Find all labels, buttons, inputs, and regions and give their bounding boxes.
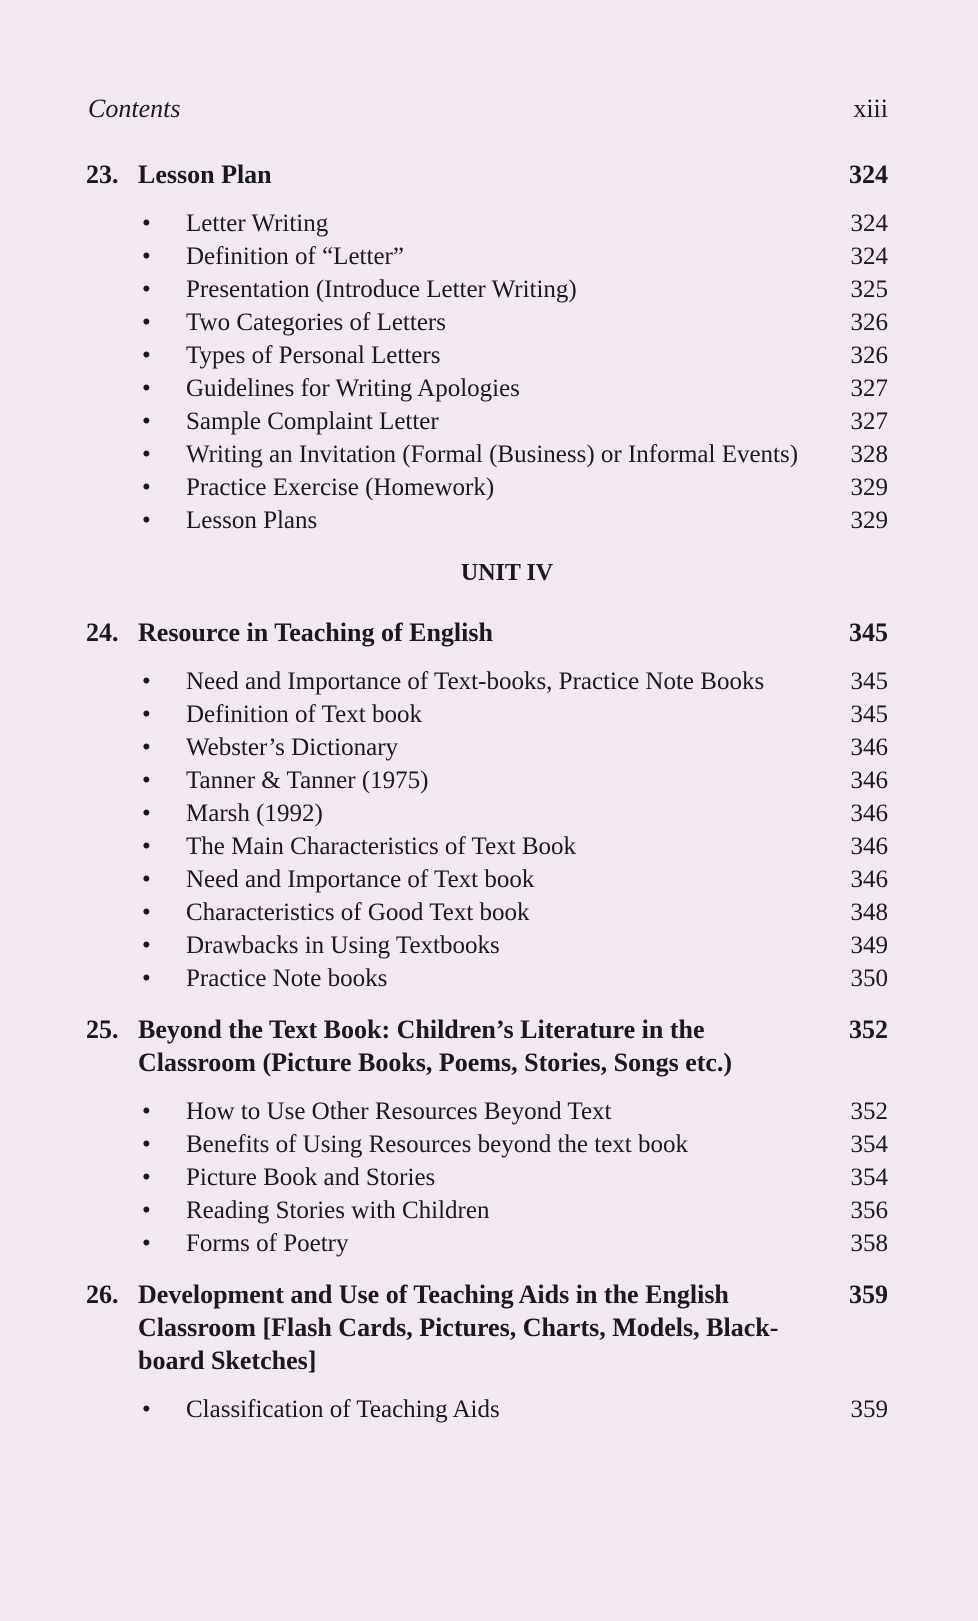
entry-page: 346 [850,833,888,860]
entry-title: Marsh (1992) [186,800,323,827]
entry-title: Need and Importance of Text book [186,866,535,893]
toc-entry[interactable] [86,896,888,929]
chapter-title: Resource in Teaching of English [138,618,493,647]
toc-entry[interactable] [86,797,888,830]
toc-entry[interactable] [86,962,888,995]
entry-title: Practice Note books [186,965,388,992]
toc-entry[interactable] [86,1128,888,1161]
chapter-number: 25. [86,1015,119,1044]
entry-title: Definition of “Letter” [186,243,404,270]
chapter-title: Development and Use of Teaching Aids in the English Classroom [Flash Cards, Pictures, Charts, Models, Black-board Sketches] [138,1280,779,1375]
bullet-icon: • [142,210,151,237]
bullet-icon: • [142,899,151,926]
running-head-title: Contents [88,94,181,123]
bullet-icon: • [142,1098,151,1125]
entry-title: Drawbacks in Using Textbooks [186,932,500,959]
chapter-23-heading[interactable] [86,158,888,191]
bullet-icon: • [142,1197,151,1224]
toc-entry[interactable] [86,504,888,537]
entry-page: 356 [850,1197,888,1224]
toc-entry[interactable] [86,405,888,438]
entry-title: Tanner & Tanner (1975) [186,767,429,794]
bullet-icon: • [142,1396,151,1423]
entry-page: 346 [850,734,888,761]
bullet-icon: • [142,701,151,728]
toc-entry[interactable] [86,698,888,731]
bullet-icon: • [142,1164,151,1191]
toc-entry[interactable] [86,1194,888,1227]
chapter-page: 324 [849,160,888,189]
toc-entry[interactable] [86,830,888,863]
entry-page: 328 [850,441,888,468]
bullet-icon: • [142,1230,151,1257]
entry-title: Picture Book and Stories [186,1164,436,1191]
entry-title: Letter Writing [186,210,329,237]
chapter-26-topics [86,1393,888,1426]
entry-title: Characteristics of Good Text book [186,899,530,926]
toc-entry[interactable] [86,764,888,797]
chapter-number: 24. [86,618,119,647]
entry-page: 329 [850,474,888,501]
entry-page: 327 [850,375,888,402]
bullet-icon: • [142,734,151,761]
entry-page: 354 [850,1131,888,1158]
bullet-icon: • [142,932,151,959]
entry-title: Definition of Text book [186,701,422,728]
toc-entry[interactable] [86,1161,888,1194]
entry-title: Need and Importance of Text-books, Practice Note Books [186,668,765,695]
entry-title: Practice Exercise (Homework) [186,474,495,501]
toc-entry[interactable] [86,471,888,504]
toc-entry[interactable] [86,339,888,372]
entry-page: 346 [850,767,888,794]
entry-page: 354 [850,1164,888,1191]
entry-page: 358 [850,1230,888,1257]
entry-page: 324 [850,243,888,270]
entry-page: 329 [850,507,888,534]
bullet-icon: • [142,965,151,992]
toc-entry[interactable] [86,273,888,306]
bullet-icon: • [142,507,151,534]
entry-title: Sample Complaint Letter [186,408,439,435]
bullet-icon: • [142,276,151,303]
entry-page: 352 [850,1098,888,1125]
entry-title: The Main Characteristics of Text Book [186,833,577,860]
chapter-page: 359 [849,1280,888,1309]
bullet-icon: • [142,668,151,695]
running-head [88,94,888,130]
entry-title: Forms of Poetry [186,1230,349,1257]
bullet-icon: • [142,375,151,402]
unit-heading: UNIT IV [460,560,554,586]
toc-entry[interactable] [86,665,888,698]
chapter-24-topics [86,665,888,995]
bullet-icon: • [142,800,151,827]
toc-entry[interactable] [86,731,888,764]
chapter-number: 23. [86,160,119,189]
entry-title: Classification of Teaching Aids [186,1396,500,1423]
chapter-title: Beyond the Text Book: Children’s Literature in the Classroom (Picture Books, Poems, Stories, Songs etc.) [138,1015,733,1077]
entry-page: 345 [850,701,888,728]
entry-title: Types of Personal Letters [186,342,441,369]
toc-entry[interactable] [86,438,888,471]
chapter-title: Lesson Plan [138,160,272,189]
entry-page: 325 [850,276,888,303]
entry-page: 349 [850,932,888,959]
chapter-24-heading[interactable] [86,616,888,649]
chapter-26-heading[interactable] [86,1278,888,1377]
entry-page: 346 [850,866,888,893]
toc-entry[interactable] [86,1393,888,1426]
entry-page: 359 [850,1396,888,1423]
page-folio: xiii [853,94,888,123]
toc-entry[interactable] [86,240,888,273]
chapter-page: 352 [849,1015,888,1044]
bullet-icon: • [142,243,151,270]
toc-entry[interactable] [86,306,888,339]
entry-title: Guidelines for Writing Apologies [186,375,520,402]
entry-title: Presentation (Introduce Letter Writing) [186,276,577,303]
chapter-page: 345 [849,618,888,647]
chapter-25-topics [86,1095,888,1260]
entry-title: Lesson Plans [186,507,318,534]
bullet-icon: • [142,767,151,794]
chapter-number: 26. [86,1280,119,1309]
entry-page: 348 [850,899,888,926]
entry-page: 324 [850,210,888,237]
toc-entry[interactable] [86,1227,888,1260]
entry-page: 350 [850,965,888,992]
entry-title: How to Use Other Resources Beyond Text [186,1098,612,1125]
toc-entry[interactable] [86,207,888,240]
table-of-contents [86,158,888,1426]
toc-entry[interactable] [86,372,888,405]
bullet-icon: • [142,833,151,860]
bullet-icon: • [142,309,151,336]
chapter-23-topics [86,207,888,537]
chapter-25-heading[interactable] [86,1013,888,1079]
toc-entry[interactable] [86,1095,888,1128]
entry-title: Reading Stories with Children [186,1197,490,1224]
bullet-icon: • [142,474,151,501]
entry-page: 326 [850,309,888,336]
entry-title: Two Categories of Letters [186,309,446,336]
entry-page: 345 [850,668,888,695]
bullet-icon: • [142,342,151,369]
entry-page: 327 [850,408,888,435]
entry-page: 346 [850,800,888,827]
toc-entry[interactable] [86,863,888,896]
entry-title: Benefits of Using Resources beyond the text book [186,1131,688,1158]
bullet-icon: • [142,441,151,468]
entry-title: Writing an Invitation (Formal (Business) or Informal Events) [186,441,799,468]
entry-title: Webster’s Dictionary [186,734,399,761]
entry-page: 326 [850,342,888,369]
bullet-icon: • [142,1131,151,1158]
bullet-icon: • [142,866,151,893]
bullet-icon: • [142,408,151,435]
toc-entry[interactable] [86,929,888,962]
